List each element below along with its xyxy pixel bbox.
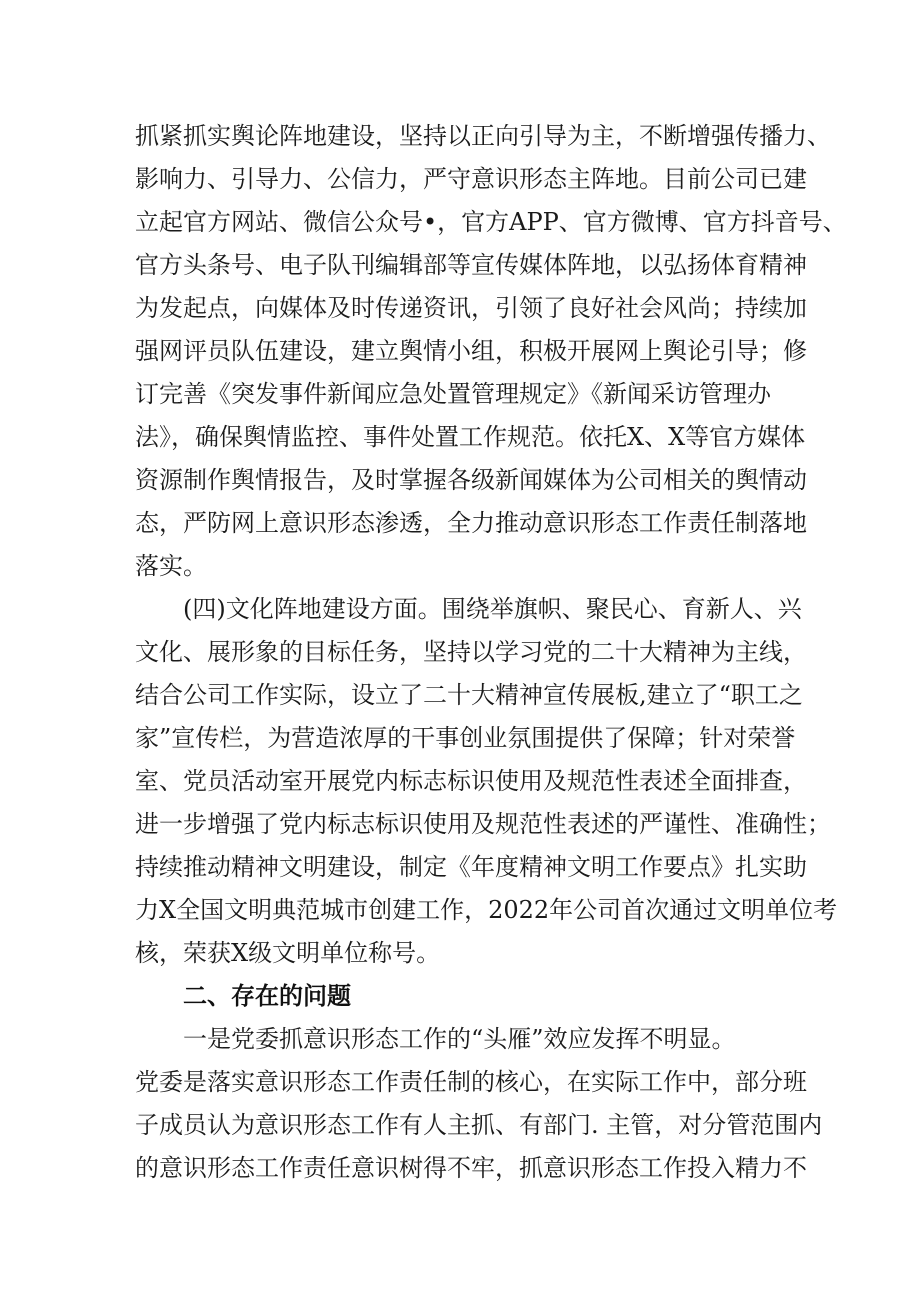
text-line: 进一步增强了党内标志标识使用及规范性表述的严谨性、准确性； bbox=[135, 810, 831, 838]
text-line: 官方头条号、电子队刊编辑部等宣传媒体阵地，以弘扬体育精神 bbox=[135, 251, 807, 279]
section-heading: 二、存在的问题 bbox=[183, 982, 351, 1010]
text-line: 文化、展形象的目标任务，坚持以学习党的二十大精神为主线， bbox=[135, 638, 807, 666]
problem-title: 一是党委抓意识形态工作的“头雁”效应发挥不明显。 bbox=[183, 1025, 736, 1053]
text-line: 为发起点，向媒体及时传递资讯，引领了良好社会风尚；持续加 bbox=[135, 294, 807, 322]
text-line: 核，荣获X级文明单位称号。 bbox=[135, 939, 441, 967]
text-line: 资源制作舆情报告，及时掌握各级新闻媒体为公司相关的舆情动 bbox=[135, 466, 807, 494]
text-line: 落实。 bbox=[135, 552, 207, 580]
text-line: 抓紧抓实舆论阵地建设，坚持以正向引导为主，不断增强传播力、 bbox=[135, 122, 831, 150]
paragraph-first-line: (四)文化阵地建设方面。围绕举旗帜、聚民心、育新人、兴 bbox=[183, 595, 802, 623]
text-line: 影响力、引导力、公信力，严守意识形态主阵地。目前公司已建 bbox=[135, 165, 807, 193]
text-line: 家”宣传栏，为营造浓厚的干事创业氛围提供了保障；针对荣誉 bbox=[135, 724, 796, 752]
text-line: 态，严防网上意识形态渗透，全力推动意识形态工作责任制落地 bbox=[135, 509, 807, 537]
text-line: 立起官方网站、微信公众号•，官方APP、官方微博、官方抖音号、 bbox=[135, 208, 847, 236]
text-line: 持续推动精神文明建设，制定《年度精神文明工作要点》扎实助 bbox=[135, 853, 807, 881]
text-line: 订完善《突发事件新闻应急处置管理规定》《新闻采访管理办 bbox=[135, 380, 771, 408]
text-line: 结合公司工作实际，设立了二十大精神宣传展板,建立了“职工之 bbox=[135, 681, 803, 709]
text-line: 强网评员队伍建设，建立舆情小组，积极开展网上舆论引导；修 bbox=[135, 337, 807, 365]
text-line: 力X全国文明典范城市创建工作，2022年公司首次通过文明单位考 bbox=[135, 896, 838, 924]
text-line: 子成员认为意识形态工作有人主抓、有部门. 主管，对分管范围内 bbox=[135, 1111, 823, 1139]
text-line: 的意识形态工作责任意识树得不牢，抓意识形态工作投入精力不 bbox=[135, 1154, 807, 1182]
text-line: 党委是落实意识形态工作责任制的核心，在实际工作中，部分班 bbox=[135, 1068, 807, 1096]
text-line: 室、党员活动室开展党内标志标识使用及规范性表述全面排查， bbox=[135, 767, 807, 795]
text-line: 法》，确保舆情监控、事件处置工作规范。依托X、X等官方媒体 bbox=[135, 423, 806, 451]
